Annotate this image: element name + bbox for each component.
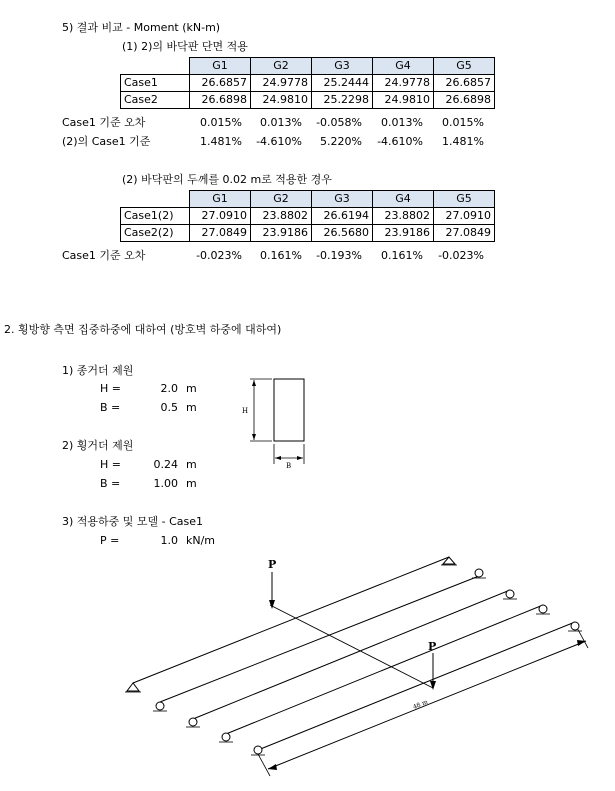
param-value: 2.0 [160,382,178,395]
param-value: 0.24 [153,458,178,471]
length-label: 48 m [412,698,429,711]
param-name: P = [100,534,120,547]
girder-line-g5 [258,622,575,750]
pin-support-icon [127,683,139,691]
error-label: Case1 기준 오차 [62,249,146,262]
col-header: G1 [190,191,251,208]
col-header: G5 [434,191,495,208]
cell: 23.9186 [373,225,434,242]
arrow-left-icon [268,764,277,770]
arrow-down-icon [269,600,275,609]
error-value: 5.220% [320,135,362,148]
cell: 26.6857 [434,75,495,92]
error-value: 0.015% [200,116,242,129]
cell: 26.6898 [434,92,495,109]
error-value: -4.610% [256,135,302,148]
cell: 23.8802 [251,208,312,225]
cell: 25.2444 [312,75,373,92]
roller-support-icon [506,590,514,598]
param-unit: m [186,382,197,395]
error-label: Case1 기준 오차 [62,116,146,129]
col-header: G4 [373,191,434,208]
cell: 27.0849 [190,225,251,242]
roller-support-icon [571,622,579,630]
cell: 27.0910 [190,208,251,225]
error-label: (2)의 Case1 기준 [62,135,151,148]
cell: 25.2298 [312,92,373,109]
error-value: -4.610% [377,135,423,148]
roller-support-icon [156,702,164,710]
col-header: G2 [251,58,312,75]
error-value: 1.481% [442,135,484,148]
b-dimension-label: B [286,462,292,470]
load-path-line [270,605,433,688]
arrow-right-icon [577,640,586,646]
param-value: 1.00 [153,477,178,490]
col-header: G3 [312,191,373,208]
param-name: B = [100,401,121,414]
roller-support-icon [539,605,547,613]
error-value: 1.481% [200,135,242,148]
cell: 26.5680 [312,225,373,242]
col-header: G4 [373,58,434,75]
param-value: 0.5 [160,401,178,414]
item3-title: 3) 적용하중 및 모델 - Case1 [62,515,204,528]
error-value: -0.023% [196,249,242,262]
cell: 27.0910 [434,208,495,225]
col-header: G5 [434,58,495,75]
girder-line-g3 [193,590,510,719]
roller-support-icon [222,733,230,741]
roller-support-icon [254,746,262,754]
row-label: Case2 [121,92,190,109]
roller-support-icon [189,718,197,726]
row-label: Case1 [121,75,190,92]
param-value: 1.0 [160,534,178,547]
row-label: Case2(2) [121,225,190,242]
error-value: 0.013% [381,116,423,129]
pin-support-icon [443,557,455,564]
cell: 27.0849 [434,225,495,242]
sub1-title: (1) 2)의 바닥판 단면 적용 [122,40,248,53]
col-header: G3 [312,58,373,75]
error-value: 0.013% [260,116,302,129]
load-label-p2: P [428,640,437,653]
param-unit: kN/m [186,534,216,547]
param-name: H = [100,458,121,471]
error-value: -0.058% [316,116,362,129]
cell: 24.9778 [373,75,434,92]
load-label-p1: P [268,558,277,571]
h-dimension-label: H [242,407,249,415]
cell: 26.6194 [312,208,373,225]
cell: 26.6898 [190,92,251,109]
col-header: G1 [190,58,251,75]
cell: 23.9186 [251,225,312,242]
error-value: 0.161% [381,249,423,262]
error-value: -0.193% [316,249,362,262]
section5-title: 5) 결과 비교 - Moment (kN-m) [62,21,221,34]
param-name: H = [100,382,121,395]
cell: 24.9810 [373,92,434,109]
item1-title: 1) 종거더 제원 [62,364,134,377]
cell: 23.8802 [373,208,434,225]
arrow-down-icon [430,681,436,690]
sub2-title: (2) 바닥판의 두께를 0.02 m로 적용한 경우 [122,173,332,186]
section2-title: 2. 횡방향 측면 집중하중에 대하여 (방호벽 하중에 대하여) [4,323,282,336]
param-unit: m [186,401,197,414]
cell: 24.9778 [251,75,312,92]
col-header: G2 [251,191,312,208]
girder-line-g1 [133,557,449,683]
error-value: 0.015% [442,116,484,129]
cell: 26.6857 [190,75,251,92]
roller-support-icon [475,569,483,577]
row-label: Case1(2) [121,208,190,225]
item2-title: 2) 횡거더 제원 [62,439,134,452]
param-unit: m [186,458,197,471]
error-value: 0.161% [260,249,302,262]
girder-line-g4 [226,605,543,734]
length-extension-left [258,754,270,776]
cell: 24.9810 [251,92,312,109]
param-name: B = [100,477,121,490]
param-unit: m [186,477,197,490]
error-value: -0.023% [438,249,484,262]
